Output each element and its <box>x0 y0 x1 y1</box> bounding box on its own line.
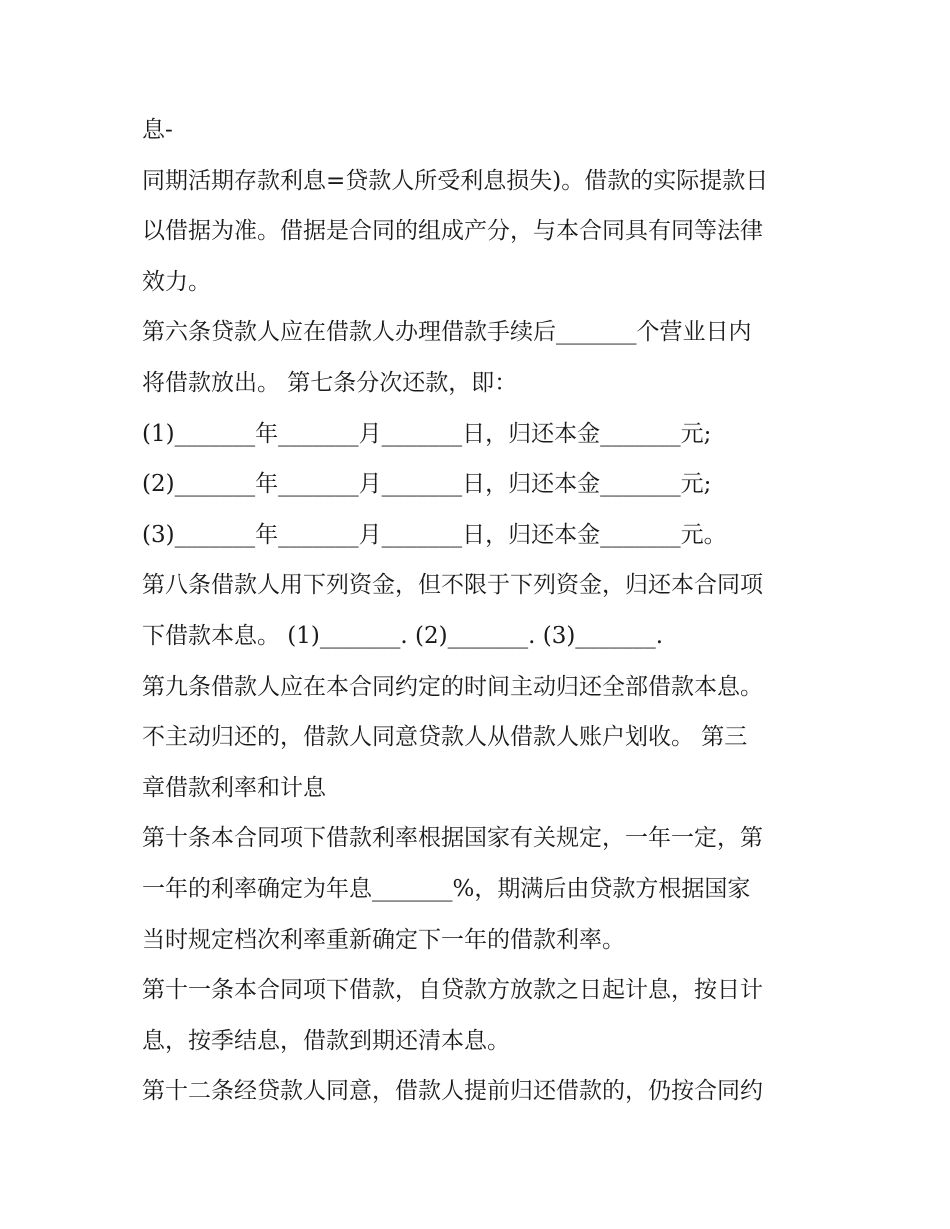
contract-text <box>142 105 822 1117</box>
text-line: 息，按季结息，借款到期还清本息。 <box>142 1027 510 1054</box>
text-line: 息- <box>142 117 173 143</box>
chapter-heading: 章借款利率和计息 <box>142 774 326 801</box>
article-9-line: 第九条借款人应在本合同约定的时间主动归还全部借款本息。 <box>142 673 763 700</box>
text-line: 不主动归还的，借款人同意贷款人从借款人账户划收。 第三 <box>142 724 748 751</box>
article-11-line: 第十一条本合同项下借款，自贷款方放款之日起计息，按日计 <box>142 977 763 1004</box>
article-6-line: 第六条贷款人应在借款人办理借款手续后_______个营业日内 <box>142 319 752 346</box>
text-line: 下借款本息。 (1)_______. (2)_______. (3)_______. <box>142 622 664 649</box>
article-10-line: 第十条本合同项下借款利率根据国家有关规定，一年一定，第 <box>142 825 763 852</box>
text-line: 当时规定档次利率重新确定下一年的借款利率。 <box>142 926 625 953</box>
text-line: 效力。 <box>142 268 211 295</box>
repayment-item-2: (2)_______年_______月_______日，归还本金_______元; <box>142 471 712 498</box>
text-line: 同期活期存款利息=贷款人所受利息损失)。借款的实际提款日 <box>142 167 769 194</box>
text-line: 一年的利率确定为年息_______%，期满后由贷款方根据国家 <box>142 875 751 902</box>
text-line: 将借款放出。 第七条分次还款，即： <box>142 369 518 396</box>
repayment-item-3: (3)_______年_______月_______日，归还本金_______元。 <box>142 521 727 548</box>
repayment-item-1: (1)_______年_______月_______日，归还本金_______元; <box>142 420 712 447</box>
article-8-line: 第八条借款人用下列资金，但不限于下列资金，归还本合同项 <box>142 572 763 599</box>
article-12-line: 第十二条经贷款人同意，借款人提前归还借款的，仍按合同约 <box>142 1078 763 1105</box>
text-line: 以借据为准。借据是合同的组成产分，与本合同具有同等法律 <box>142 218 763 245</box>
